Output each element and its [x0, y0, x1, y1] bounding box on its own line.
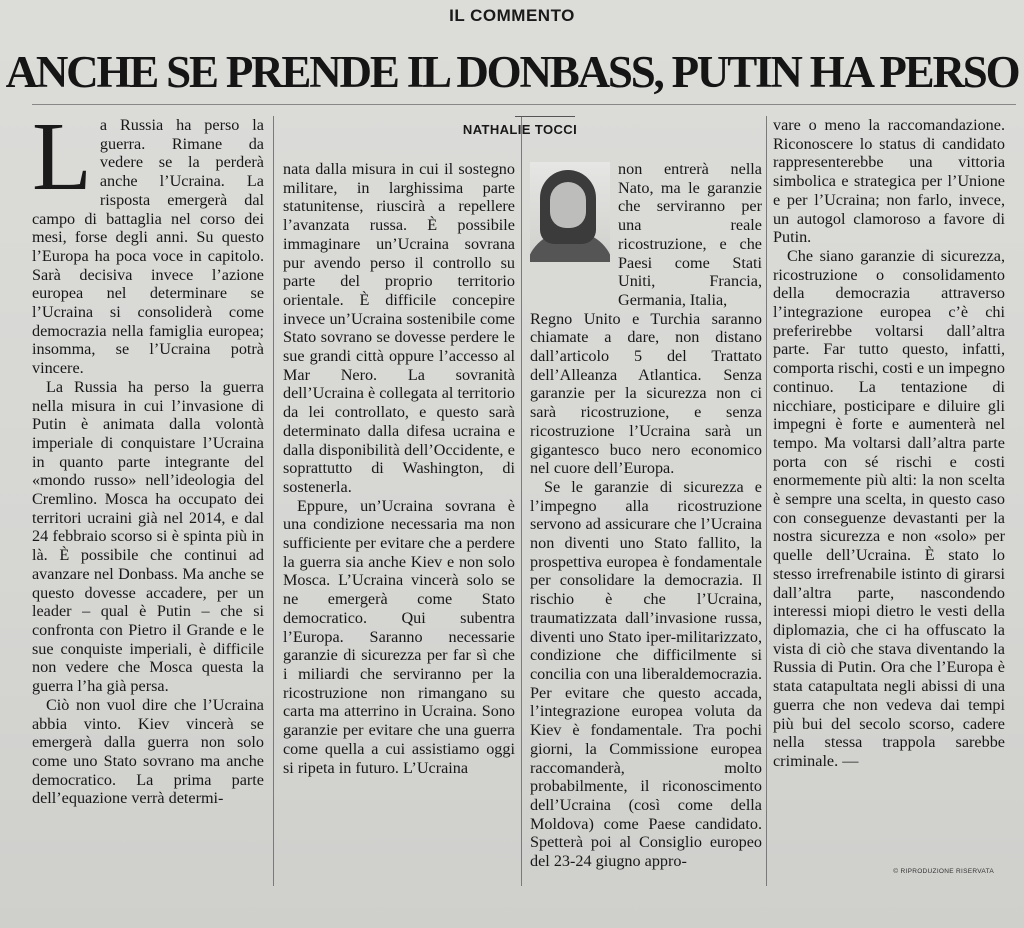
byline-block: [283, 116, 578, 156]
paragraph: Che siano garanzie di sicurezza, ricostruzione o consolidamento della democrazia attraverso l’integrazione europea c’è chi preferirebbe voltarsi dall’altra parte. Far tutto questo, infatti, comporta rischi, costi e un impegno continuo. La tentazione di nicchiare, posticipare e diluire gli impegni è forte e aumenterà nel tempo. Ma voltarsi dall’altra parte porta con sé rischi e costi enormemente più alti: la non scelta è sempre una scelta, in questo caso con conseguenze devastanti per la nostra sicurezza e non «solo» per quelle dell’Ucraina. È stato lo stesso irrefrenabile istinto di girarsi dall’altra parte, nascondendo interessi miopi dietro le vesti della diplomazia, che ci ha offuscato la vista di ciò che stava diventando la Russia di Putin. Ora che l’Europa è stata catapultata negli abissi di una guerra che non vedeva dai tempi più bui del secolo scorso, cadere nella stessa trappola sarebbe criminale. —: [773, 246, 1005, 770]
article-column-2: [283, 160, 515, 891]
author-photo: [530, 162, 610, 262]
byline-rule: [515, 116, 575, 117]
drop-cap: L: [32, 116, 92, 211]
photo-row: [530, 160, 762, 310]
paragraph: Ciò non vuol dire che l’Ucraina abbia vinto. Kiev vincerà se emergerà dalla guerra non solo come uno Stato sovrano ma anche democratico. La prima parte dell’equazione verrà determi-: [32, 695, 264, 808]
headline-rule: [32, 104, 1016, 105]
article-column-4: [773, 116, 1005, 891]
copyright-note: © RIPRODUZIONE RISERVATA: [893, 868, 994, 875]
paragraph: Eppure, un’Ucraina sovrana è una condizione necessaria ma non sufficiente per evitare che a perdere la guerra sia anche Kiev e non solo Mosca. L’Ucraina vincerà solo se ne emergerà come Stato democratico. Qui subentra l’Europa. Saranno necessarie garanzie di sicurezza per far sì che i miliardi che serviranno per la ricostruzione non rimangano su carta ma atterrino in Ucraina. Sono garanzie per evitare che una guerra come quella a cui assistiamo oggi si ripeta in futuro. L’Ucraina: [283, 496, 515, 777]
column-divider: [273, 116, 274, 886]
photo-face: [550, 182, 586, 228]
column-divider: [521, 116, 522, 886]
paragraph: Se le garanzie di sicurezza e l’impegno alla ricostruzione servono ad assicurare che l’Ucraina non diventi uno Stato fallito, la prospettiva europea è fondamentale per consolidare la democrazia. Il rischio è che l’Ucraina, traumatizzata dall’invasione russa, diventi uno Stato iper-militarizzato, condizione che difficilmente si concilia con una liberaldemocrazia. Per evitare che questo accada, l’integrazione europea voluta da Kiev è fondamentale. Tra pochi giorni, la Commissione europea raccomanderà, molto probabilmente, il riconoscimento dell’Ucraina (così come della Moldova) come Paese candidato. Spetterà poi al Consiglio europeo del 23-24 giugno appro-: [530, 477, 762, 871]
paragraph: [32, 116, 264, 378]
author-byline: NATHALIE TOCCI: [462, 122, 578, 137]
column-divider: [766, 116, 767, 886]
paragraph-text: a Russia ha perso la guerra. Rimane da vedere se la perderà anche l’Ucraina. La risposta emergerà dal campo di battaglia nel corso dei mesi, forse degli anni. Su questo l’Europa ha poca voce in capitolo. Sarà decisiva invece l’azione europea nel determinare se l’Ucraina si consoliderà come democrazia nella famiglia europea; insomma, se l’Ucraina potrà vincere.: [32, 116, 264, 378]
paragraph: La Russia ha perso la guerra nella misura in cui l’invasione di Putin è animata dalla volontà imperiale di conquistare l’Ucraina in quanto parte integrante del «mondo russo» nell’ideologia del Cremlino. Mosca ha occupato dei territori ucraini già nel 2014, e dal 24 febbraio scorso si è spinta più in là. È possibile che continui ad avanzare nel Donbass. Ma anche se questo dovesse accadere, per un leader – qual è Putin – che si confronta con Pietro il Grande e le sue conquiste imperiali, è difficile non vedere che Mosca questa la guerra l’ha già persa.: [32, 377, 264, 696]
paragraph: nata dalla misura in cui il sostegno militare, in larghissima parte statunitense, riuscirà a repellere l’avanzata russa. È possibile immaginare un’Ucraina sovrana pur avendo perso il controllo su parte del proprio territorio orientale. È difficile concepire invece un’Ucraina sostenibile come Stato sovrano se dovesse perdere le sue grandi città oppure l’accesso al Mar Nero. La sovranità dell’Ucraina è collegata al territorio da lei controllato, e questo sarà determinato dalla difesa ucraina e dalla disponibilità dell’Occidente, e soprattutto di Washington, di sostenerla.: [283, 160, 515, 496]
paragraph: Regno Unito e Turchia saranno chiamate a dare, non distano dall’articolo 5 del Trattato dell’Alleanza Atlantica. Senza garanzie per la sicurezza non ci sarà ricostruzione, e senza ricostruzione l’Ucraina sarà un gigantesco buco nero economico nel cuore dell’Europa.: [530, 309, 762, 478]
paragraph: non entrerà nella Nato, ma le garanzie che serviranno per una reale ricostruzione, e che Paesi come Stati Uniti, Francia, Germania, Italia,: [618, 160, 762, 309]
article-column-1: [32, 116, 264, 891]
article-column-3: [530, 160, 762, 891]
section-kicker: IL COMMENTO: [449, 6, 575, 25]
headline: ANCHE SE PRENDE IL DONBASS, PUTIN HA PERSO: [5, 47, 1019, 97]
paragraph: vare o meno la raccomandazione. Riconoscere lo status di candidato rappresenterebbe una vittoria simbolica e strategica per l’Unione e per l’Ucraina; non farlo, invece, un autogol clamoroso a favore di Putin.: [773, 116, 1005, 247]
